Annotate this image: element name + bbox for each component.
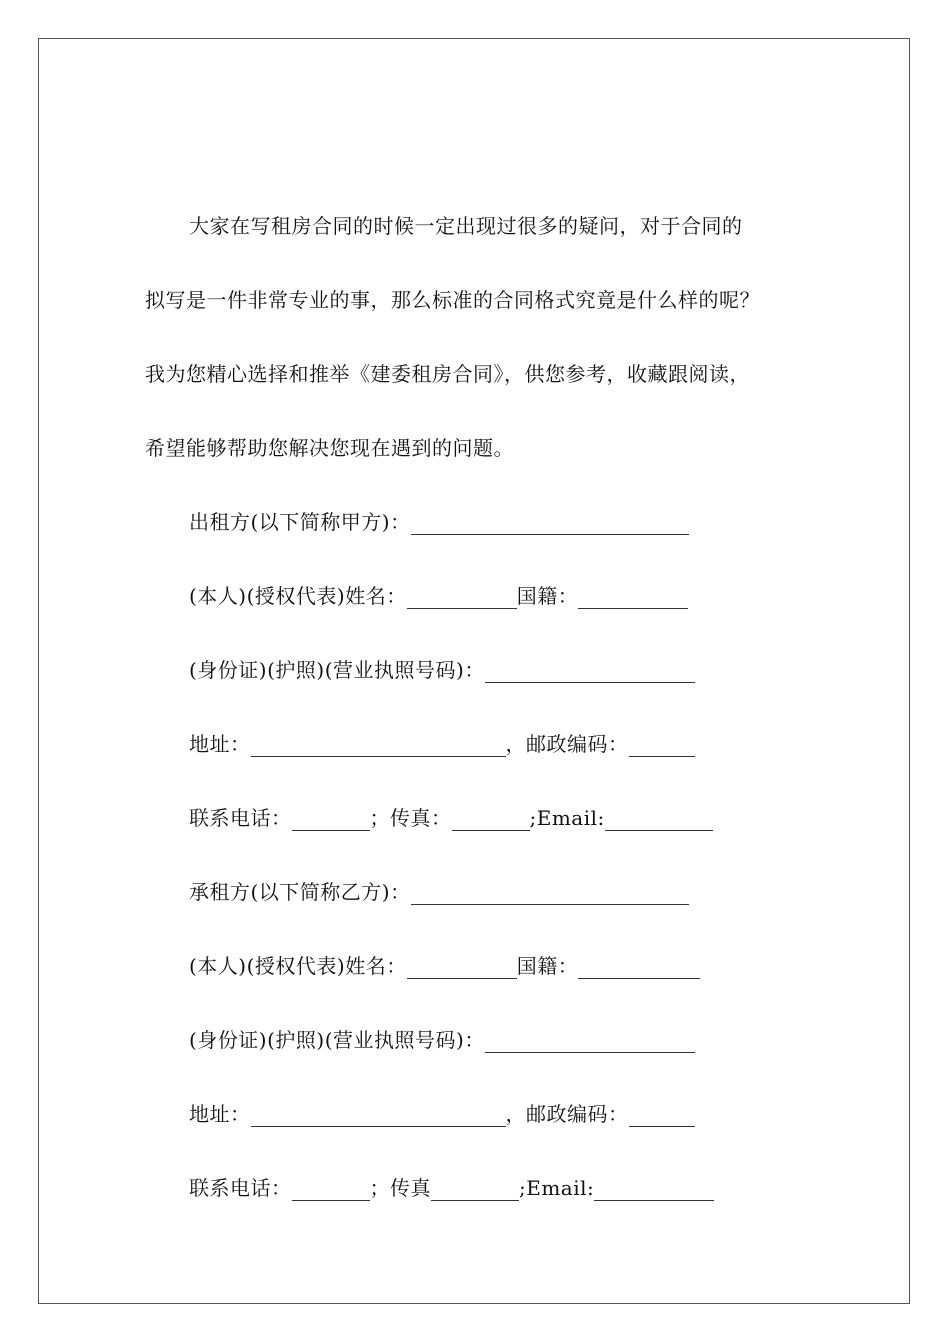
lessee-representative-row [145, 940, 815, 1014]
lessee-fax-blank[interactable] [431, 1170, 519, 1201]
lessor-email-label: ;Email: [529, 806, 605, 830]
intro-paragraph-line-3: 我为您精心选择和推举《建委租房合同》，供您参考，收藏跟阅读， [145, 362, 750, 386]
lessee-fax-label: ；传真 [369, 1176, 431, 1200]
lessor-id-label: (身份证)(护照)(营业执照号码)： [189, 658, 485, 682]
lessee-address-label: 地址： [189, 1102, 251, 1126]
lessor-rep-name-label: (本人)(授权代表)姓名： [189, 584, 407, 608]
lessee-email-label: ;Email: [519, 1176, 595, 1200]
lessor-address-row [145, 718, 815, 792]
lessee-nationality-label: 国籍： [516, 954, 579, 978]
lessee-id-row [145, 1014, 815, 1088]
lessor-id-row [145, 644, 815, 718]
lessee-id-blank[interactable] [485, 1022, 695, 1053]
document-body [145, 200, 815, 1236]
lessee-rep-name-label: (本人)(授权代表)姓名： [189, 954, 407, 978]
lessee-rep-name-blank[interactable] [407, 948, 517, 979]
lessee-postcode-label: ，邮政编码： [505, 1102, 629, 1126]
lessor-title-row [145, 496, 815, 570]
lessor-name-blank[interactable] [411, 504, 689, 535]
lessor-nationality-blank[interactable] [578, 578, 688, 609]
lessee-phone-blank[interactable] [292, 1170, 370, 1201]
lessee-postcode-blank[interactable] [629, 1096, 695, 1127]
lessee-nationality-blank[interactable] [578, 948, 700, 979]
lessee-address-row [145, 1088, 815, 1162]
lessor-phone-blank[interactable] [292, 800, 370, 831]
lessor-representative-row [145, 570, 815, 644]
lessee-contact-row [145, 1162, 815, 1236]
lessor-contact-row [145, 792, 815, 866]
lessee-phone-label: 联系电话： [189, 1176, 292, 1200]
lessee-name-blank[interactable] [411, 874, 689, 905]
lessor-fax-blank[interactable] [452, 800, 530, 831]
lessor-phone-label: 联系电话： [189, 806, 292, 830]
lessee-title-label: 承租方(以下简称乙方)： [189, 880, 411, 904]
lessee-title-row [145, 866, 815, 940]
lessor-address-label: 地址： [189, 732, 251, 756]
lessee-id-label: (身份证)(护照)(营业执照号码)： [189, 1028, 485, 1052]
lessor-email-blank[interactable] [605, 800, 713, 831]
lessor-address-blank[interactable] [251, 726, 506, 757]
lessor-id-blank[interactable] [485, 652, 695, 683]
lessor-nationality-label: 国籍： [516, 584, 579, 608]
lessor-fax-label: ；传真： [369, 806, 452, 830]
intro-paragraph-line-4: 希望能够帮助您解决您现在遇到的问题。 [145, 436, 514, 460]
lessee-email-blank[interactable] [594, 1170, 714, 1201]
lessee-address-blank[interactable] [251, 1096, 506, 1127]
lessor-title-label: 出租方(以下简称甲方)： [189, 510, 411, 534]
lessor-postcode-label: ，邮政编码： [505, 732, 629, 756]
intro-paragraph-line-2: 拟写是一件非常专业的事，那么标准的合同格式究竟是什么样的呢？ [145, 288, 760, 312]
intro-paragraph-line-1: 大家在写租房合同的时候一定出现过很多的疑问，对于合同的 [189, 214, 743, 238]
lessor-rep-name-blank[interactable] [407, 578, 517, 609]
lessor-postcode-blank[interactable] [629, 726, 695, 757]
